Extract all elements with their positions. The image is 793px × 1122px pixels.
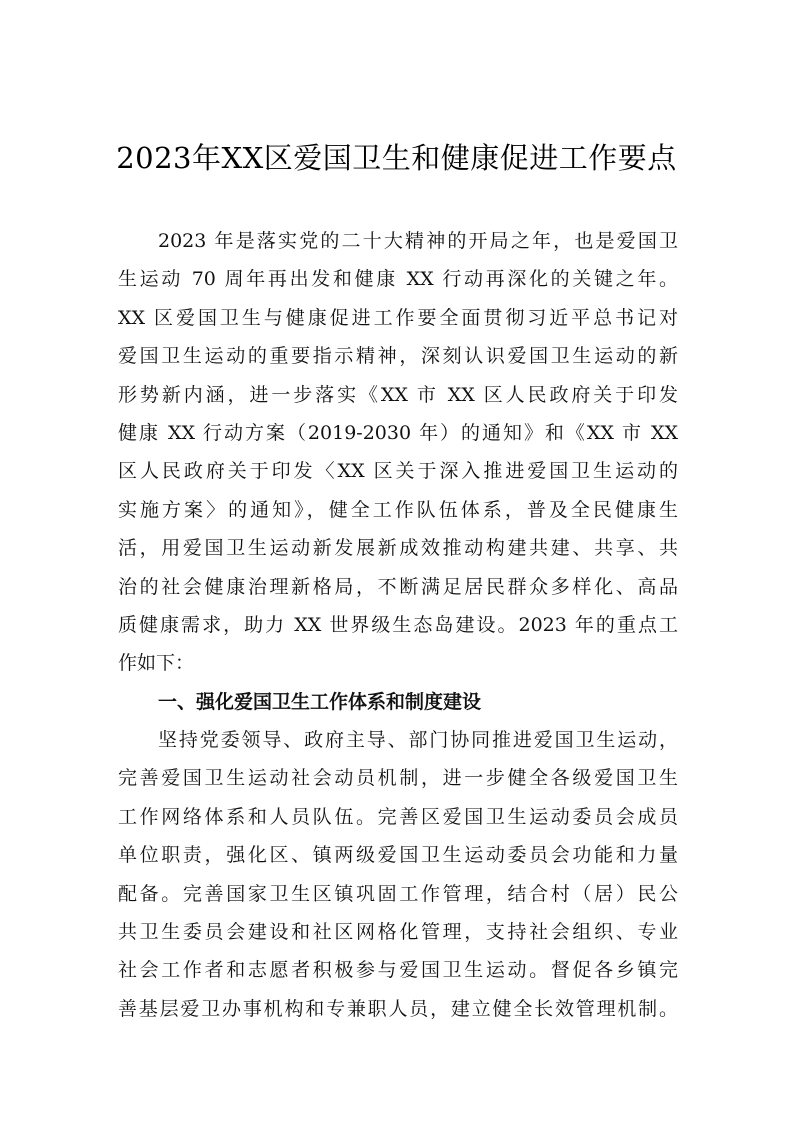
paragraph-line: 配备。完善国家卫生区镇巩固工作管理，结合村（居）民公 (118, 882, 678, 905)
paragraph-line: 2023 年是落实党的二十大精神的开局之年，也是爱国卫 (158, 230, 678, 252)
paragraph-line: XX 区爱国卫生与健康促进工作要全面贯彻习近平总书记对 (118, 306, 678, 329)
paragraph-line: 质健康需求，助力 XX 世界级生态岛建设。2023 年的重点工 (118, 613, 678, 636)
paragraph-line: 生运动 70 周年再出发和健康 XX 行动再深化的关键之年。 (118, 268, 678, 291)
paragraph-line: 单位职责，强化区、镇两级爱国卫生运动委员会功能和力量 (118, 844, 678, 867)
paragraph-line: 健康 XX 行动方案（2019-2030 年）的通知》和《XX 市 XX (118, 421, 678, 444)
paragraph-line: 作如下： (118, 652, 195, 675)
paragraph-line: 社会工作者和志愿者积极参与爱国卫生运动。督促各乡镇完 (118, 959, 678, 982)
paragraph-line: 爱国卫生运动的重要指示精神，深刻认识爱国卫生运动的新 (118, 345, 678, 368)
paragraph-line: 活，用爱国卫生运动新发展新成效推动构建共建、共享、共 (118, 537, 678, 560)
paragraph-line: 治的社会健康治理新格局，不断满足居民群众多样化、高品 (118, 575, 678, 598)
section-heading: 一、强化爱国卫生工作体系和制度建设 (158, 690, 482, 713)
paragraph-line: 善基层爱卫办事机构和专兼职人员，建立健全长效管理机制。 (118, 997, 678, 1020)
paragraph-line: 完善爱国卫生运动社会动员机制，进一步健全各级爱国卫生 (118, 767, 678, 790)
paragraph-line: 形势新内涵，进一步落实《XX 市 XX 区人民政府关于印发 (118, 383, 678, 406)
document-body (118, 222, 678, 1028)
paragraph-line: 工作网络体系和人员队伍。完善区爱国卫生运动委员会成员 (118, 805, 678, 828)
document-title: 2023年XX区爱国卫生和健康促进工作要点 (116, 141, 677, 175)
paragraph-line: 实施方案〉的通知》，健全工作队伍体系，普及全民健康生 (118, 498, 678, 521)
paragraph-line: 共卫生委员会建设和社区网格化管理，支持社会组织、专业 (118, 921, 678, 944)
paragraph-line: 区人民政府关于印发〈XX 区关于深入推进爱国卫生运动的 (118, 460, 678, 483)
paragraph-line: 坚持党委领导、政府主导、部门协同推进爱国卫生运动， (158, 729, 678, 752)
